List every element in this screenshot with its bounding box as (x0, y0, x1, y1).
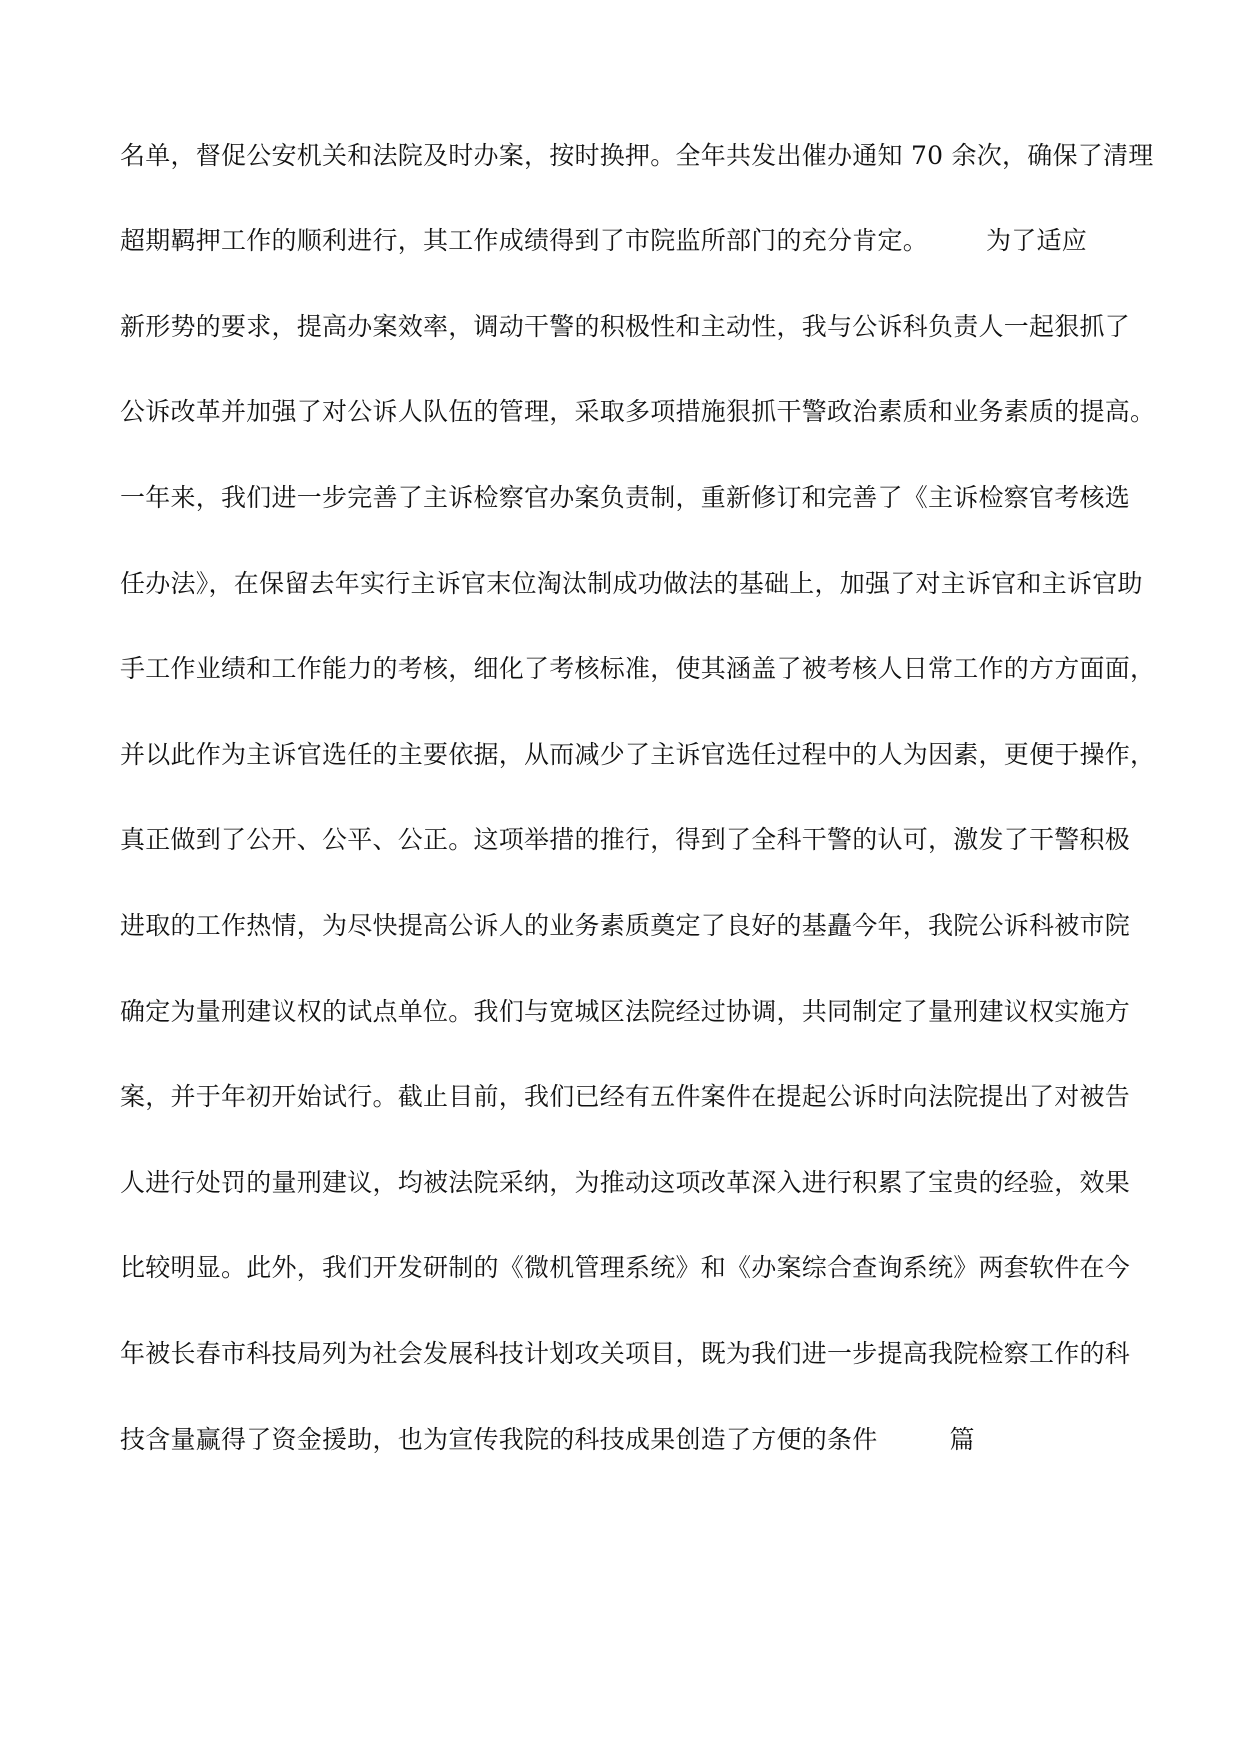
body-line: 手工作业绩和工作能力的考核，细化了考核标准，使其涵盖了被考核人日常工作的方方面面， (120, 654, 1156, 683)
body-line: 任办法》，在保留去年实行主诉官末位淘汰制成功做法的基础上，加强了对主诉官和主诉官助 (120, 569, 1143, 598)
body-line: 并以此作为主诉官选任的主要依据，从而减少了主诉官选任过程中的人为因素，更便于操作， (120, 740, 1156, 769)
body-line: 新形势的要求，提高办案效率，调动干警的积极性和主动性，我与公诉科负责人一起狠抓了 (120, 312, 1131, 341)
body-line: 人进行处罚的量刑建议，均被法院采纳，为推动这项改革深入进行积累了宝贵的经验，效果 (120, 1168, 1131, 1197)
body-line: 名单，督促公安机关和法院及时办案，按时换押。全年共发出催办通知 70 余次，确保了清理 (120, 141, 1154, 170)
body-line: 真正做到了公开、公平、公正。这项举措的推行，得到了全科干警的认可，激发了干警积极 (120, 825, 1131, 854)
body-line: 年被长春市科技局列为社会发展科技计划攻关项目，既为我们进一步提高我院检察工作的科 (120, 1339, 1131, 1368)
body-line: 案，并于年初开始试行。截止目前，我们已经有五件案件在提起公诉时向法院提出了对被告 (120, 1082, 1131, 1111)
body-line (120, 225, 1130, 257)
body-line: 一年来，我们进一步完善了主诉检察官办案负责制，重新修订和完善了《主诉检察官考核选 (120, 483, 1131, 512)
body-text-fragment: 超期羁押工作的顺利进行，其工作成绩得到了市院监所部门的充分肯定。 (120, 226, 929, 255)
body-text-fragment: 技含量赢得了资金援助，也为宣传我院的科技成果创造了方便的条件 (120, 1425, 878, 1454)
body-line: 公诉改革并加强了对公诉人队伍的管理，采取多项措施狠抓干警政治素质和业务素质的提高。 (120, 397, 1156, 426)
body-text-fragment: 为了适应 (986, 226, 1088, 255)
body-line (120, 1424, 1130, 1456)
body-line: 比较明显。此外，我们开发研制的《微机管理系统》和《办案综合查询系统》两套软件在今 (120, 1253, 1131, 1282)
body-line: 确定为量刑建议权的试点单位。我们与宽城区法院经过协调，共同制定了量刑建议权实施方 (120, 997, 1131, 1026)
body-text-fragment: 篇 (949, 1425, 975, 1454)
body-line: 进取的工作热情，为尽快提高公诉人的业务素质奠定了良好的基矗今年，我院公诉科被市院 (120, 911, 1131, 940)
